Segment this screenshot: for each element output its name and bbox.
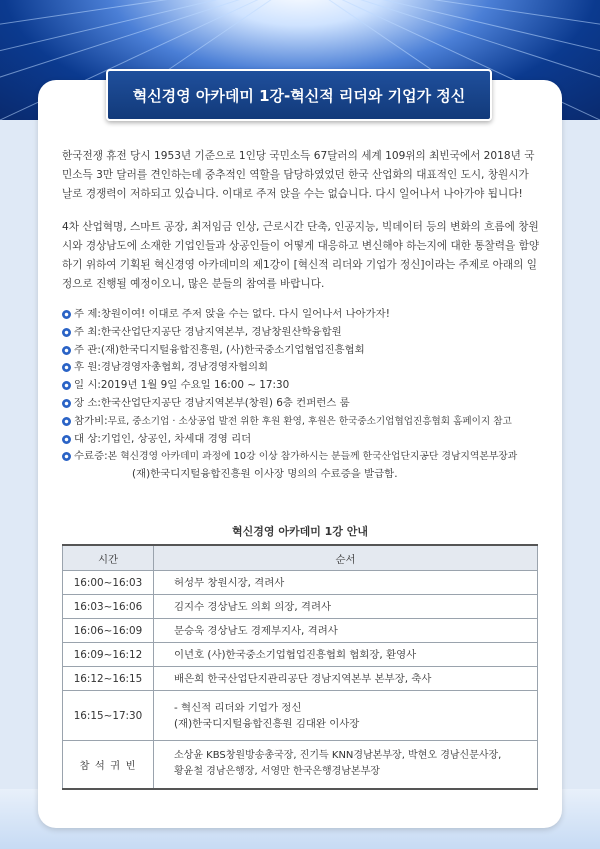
column-header-time: 시간 bbox=[63, 545, 154, 571]
table-row: 16:00~16:03 허성무 창원시장, 격려사 bbox=[63, 571, 538, 595]
info-item-audience: 대 상: 기업인, 상공인, 차세대 경영 리더 bbox=[62, 431, 552, 449]
lecture-topic: - 혁신적 리더와 기업가 정신 bbox=[174, 701, 302, 714]
info-item-datetime: 일 시: 2019년 1월 9일 수요일 16:00 ~ 17:30 bbox=[62, 377, 552, 395]
schedule-title: 혁신경영 아카데미 1강 안내 bbox=[231, 525, 369, 538]
event-info-list bbox=[62, 306, 552, 484]
bullet-icon bbox=[62, 346, 71, 355]
bullet-icon bbox=[62, 452, 71, 461]
page-title: 혁신경영 아카데미 1강-혁신적 리더와 기업가 정신 bbox=[106, 69, 492, 121]
bullet-icon bbox=[62, 399, 71, 408]
bullet-icon bbox=[62, 435, 71, 444]
table-row: 16:03~16:06 김지수 경상남도 의회 의장, 격려사 bbox=[63, 595, 538, 619]
bullet-icon bbox=[62, 363, 71, 372]
table-row: 16:15~17:30 - 혁신적 리더와 기업가 정신 (재)한국디지털융합진흥원 김대완 이사장 bbox=[63, 691, 538, 741]
guests-line-1: 소상윤 KBS창원방송총국장, 진기득 KNN경남본부장, 박현오 경남신문사장, bbox=[174, 750, 502, 762]
info-certificate-continued: (재)한국디지털융합진흥원 이사장 명의의 수료증을 발급함. bbox=[132, 468, 398, 481]
bullet-icon bbox=[62, 381, 71, 390]
info-item-fee: 참가비: 무료, 중소기업 · 소상공업 발전 위한 후원 환영, 후원은 한국중소기업협업진흥협회 홈페이지 참고 bbox=[62, 413, 552, 431]
table-row: 참 석 귀 빈 소상윤 KBS창원방송총국장, 진기득 KNN경남본부장, 박현오 경남신문사장, 황윤철 경남은행장, 서영만 한국은행경남본부장 bbox=[63, 741, 538, 789]
lecture-speaker: (재)한국디지털융합진흥원 김대완 이사장 bbox=[174, 717, 360, 730]
table-row: 16:12~16:15 배은희 한국산업단지관리공단 경남지역본부 본부장, 축사 bbox=[63, 667, 538, 691]
bullet-icon bbox=[62, 328, 71, 337]
schedule-table bbox=[62, 544, 538, 790]
info-item-sponsor: 후 원: 경남경영자총협회, 경남경영자협의회 bbox=[62, 359, 552, 377]
info-item-certificate: 수료증: 본 혁신경영 아카데미 과정에 10강 이상 참가하시는 분들께 한국산업단지공단 경남지역본부장과 bbox=[62, 448, 552, 466]
bullet-icon bbox=[62, 310, 71, 319]
info-item-host: 주 최: 한국산업단지공단 경남지역본부, 경남창원산학융합원 bbox=[62, 324, 552, 342]
bullet-icon bbox=[62, 417, 71, 426]
table-row: 16:09~16:12 이년호 (사)한국중소기업협업진흥협회 협회장, 환영사 bbox=[63, 643, 538, 667]
table-row: 16:06~16:09 문승욱 경상남도 경제부지사, 격려사 bbox=[63, 619, 538, 643]
info-item-venue: 장 소: 한국산업단지공단 경남지역본부(창원) 6층 컨퍼런스 룸 bbox=[62, 395, 552, 413]
column-header-program: 순서 bbox=[154, 545, 538, 571]
info-item-topic: 주 제: 창원이여! 이대로 주저 앉을 수는 없다. 다시 일어나서 나아가자! bbox=[62, 306, 552, 324]
guests-line-2: 황윤철 경남은행장, 서영만 한국은행경남본부장 bbox=[174, 766, 380, 778]
info-item-organizer: 주 관: (재)한국디지털융합진흥원, (사)한국중소기업협업진흥협회 bbox=[62, 342, 552, 360]
intro-paragraph-2: 4차 산업혁명, 스마트 공장, 최저임금 인상, 근로시간 단축, 인공지능, 빅데이터 등의 변화의 흐름에 창원시와 경상남도에 소재한 기업인들과 상공인들이 어떻게 대응하고 변신해야 하는지에 대한 통찰력을 함양하기 위하여 기획된 혁신경영 아카데미의 제1강이 [혁신적 리더와 기업가 정신]이라는 주제로 아래의 일정으로 진행될 예정이오니, 많은 분들의 참여를 바랍니다. bbox=[62, 221, 540, 290]
intro-paragraph-1: 한국전쟁 휴전 당시 1953년 기준으로 1인당 국민소득 67달러의 세계 109위의 최빈국에서 2018년 국민소득 3만 달러를 견인하는데 중추적인 역할을 담당하였었던 한국 산업화의 대표적인 도시, 창원시가 날로 경쟁력이 저하되고 있습니다. 이대로 주저 앉을 수는 없습니다. 다시 일어나서 나아가야 됩니다! bbox=[62, 150, 535, 200]
